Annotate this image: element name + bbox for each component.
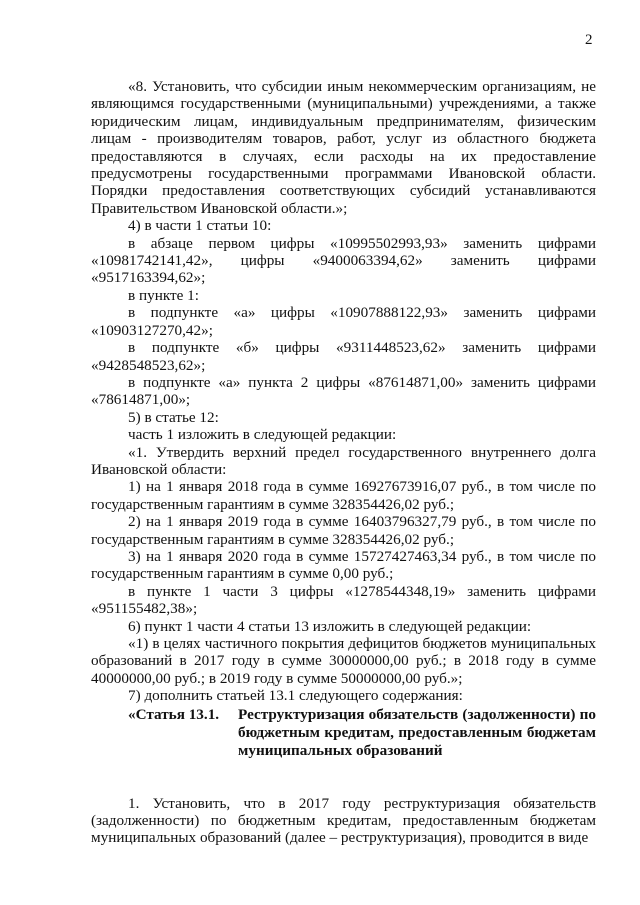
paragraph: в пункте 1: — [128, 286, 199, 304]
paragraph: «1. Утвердить верхний предел государственного внутреннего долга Ивановской области: — [91, 443, 596, 478]
paragraph: в абзаце первом цифры «10995502993,93» заменить цифрами «10981742141,42», цифры «9400063394,62» заменить цифрами «9517163394,62»; — [91, 234, 596, 287]
paragraph: 4) в части 1 статьи 10: — [128, 217, 272, 235]
paragraph: 1) на 1 января 2018 года в сумме 16927673916,07 руб., в том числе по государственным гарантиям в сумме 328354426,02 руб.; — [91, 478, 596, 513]
paragraph: 2) на 1 января 2019 года в сумме 16403796327,79 руб., в том числе по государственным гарантиям в сумме 328354426,02 руб.; — [91, 513, 596, 548]
paragraph: в подпункте «б» цифры «9311448523,62» заменить цифрами «9428548523,62»; — [91, 339, 596, 374]
paragraph: «1) в целях частичного покрытия дефицитов бюджетов муниципальных образований в 2017 году в сумме 30000000,00 руб.; в 2018 году в сумме 40000000,00 руб.; в 2019 году в сумме 50000000,00 руб.»; — [91, 635, 596, 687]
paragraph-list — [91, 78, 596, 705]
paragraph: в подпункте «а» пункта 2 цифры «87614871,00» заменить цифрами «78614871,00»; — [91, 373, 596, 409]
paragraph: 5) в статье 12: — [128, 408, 219, 426]
spacer — [91, 760, 596, 795]
paragraph: 7) дополнить статьей 13.1 следующего содержания: — [128, 687, 463, 705]
paragraph: 3) на 1 января 2020 года в сумме 15727427463,34 руб., в том числе по государственным гарантиям в сумме 0,00 руб.; — [91, 547, 596, 583]
page-number: 2 — [585, 32, 593, 48]
paragraph: в подпункте «а» цифры «10907888122,93» заменить цифрами «10903127270,42»; — [91, 304, 596, 339]
article-heading — [91, 706, 596, 760]
document-body — [91, 78, 596, 847]
article-title: Реструктуризация обязательств (задолженности) по бюджетным кредитам, предоставленным бюджетам муниципальных образований — [238, 705, 596, 759]
article-number: «Статья 13.1. — [128, 705, 220, 723]
paragraph: «8. Установить, что субсидии иным некоммерческим организациям, не являющимся государственными (муниципальными) учреждениями, а также юридическим лицам, индивидуальным предпринимателям, физическим лицам - производителям товаров, работ, услуг из областного бюджета предоставляются в случаях, если расходы на их предоставление предусмотрены государственными программами Ивановской области. Порядки предоставления соответствующих субсидий устанавливаются Правительством Ивановской области.»; — [91, 78, 596, 217]
paragraph: в пункте 1 части 3 цифры «1278544348,19» заменить цифрами «951155482,38»; — [91, 582, 596, 618]
paragraph: часть 1 изложить в следующей редакции: — [128, 426, 397, 444]
final-paragraph: 1. Установить, что в 2017 году реструктуризация обязательств (задолженности) по бюджетным кредитам, предоставленным бюджетам муниципальных образований (далее – реструктуризация), проводится в виде — [91, 794, 596, 847]
paragraph: 6) пункт 1 части 4 статьи 13 изложить в следующей редакции: — [128, 617, 532, 635]
